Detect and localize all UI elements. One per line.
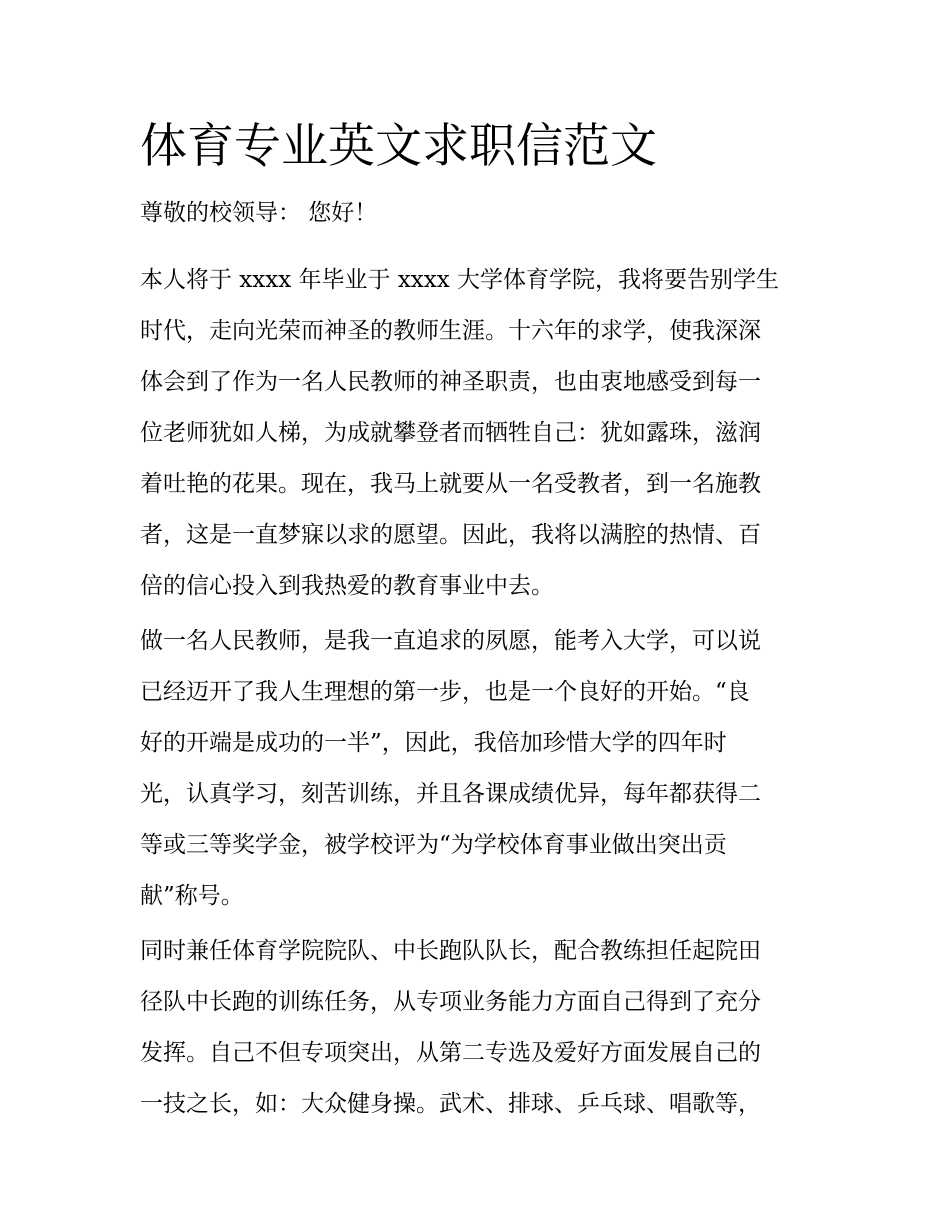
paragraph-line: 径队中长跑的训练任务，从专项业务能力方面自己得到了充分 bbox=[140, 989, 761, 1015]
paragraph-line: 已经迈开了我人生理想的第一步，也是一个良好的开始。“良 bbox=[140, 679, 750, 705]
paragraph-line: 本人将于 xxxx 年毕业于 xxxx 大学体育学院，我将要告别学生 bbox=[140, 267, 780, 293]
paragraph-2 bbox=[140, 616, 820, 922]
paragraph-1 bbox=[140, 255, 820, 612]
paragraph-line: 着吐艳的花果。现在，我马上就要从一名受教者，到一名施教 bbox=[140, 471, 761, 497]
paragraph-line: 献”称号。 bbox=[140, 883, 244, 909]
paragraph-line: 好的开端是成功的一半”，因此，我倍加珍惜大学的四年时 bbox=[140, 730, 727, 756]
paragraph-line: 发挥。自己不但专项突出，从第二专选及爱好方面发展自己的 bbox=[140, 1040, 761, 1066]
paragraph-line: 同时兼任体育学院院队、中长跑队队长，配合教练担任起院田 bbox=[140, 938, 761, 964]
paragraph-line: 者，这是一直梦寐以求的愿望。因此，我将以满腔的热情、百 bbox=[140, 522, 761, 548]
greeting-line: 尊敬的校领导： 您好！ bbox=[140, 200, 378, 226]
paragraph-3 bbox=[140, 926, 820, 1130]
paragraph-line: 时代，走向光荣而神圣的教师生涯。十六年的求学，使我深深 bbox=[140, 318, 761, 344]
paragraph-line: 等或三等奖学金，被学校评为“为学校体育事业做出突出贡 bbox=[140, 832, 727, 858]
document-body bbox=[140, 112, 820, 1134]
paragraph-line: 位老师犹如人梯，为成就攀登者而牺牲自己：犹如露珠，滋润 bbox=[140, 420, 761, 446]
paragraph-line: 体会到了作为一名人民教师的神圣职责，也由衷地感受到每一 bbox=[140, 369, 761, 395]
document-title: 体育专业英文求职信范文 bbox=[140, 119, 657, 174]
paragraph-line: 倍的信心投入到我热爱的教育事业中去。 bbox=[140, 573, 554, 599]
paragraph-line: 一技之长，如：大众健身操。武术、排球、乒乓球、唱歌等， bbox=[140, 1091, 761, 1117]
paragraph-line: 光，认真学习，刻苦训练，并且各课成绩优异，每年都获得二 bbox=[140, 781, 761, 807]
paragraph-line: 做一名人民教师，是我一直追求的夙愿，能考入大学，可以说 bbox=[140, 628, 761, 654]
